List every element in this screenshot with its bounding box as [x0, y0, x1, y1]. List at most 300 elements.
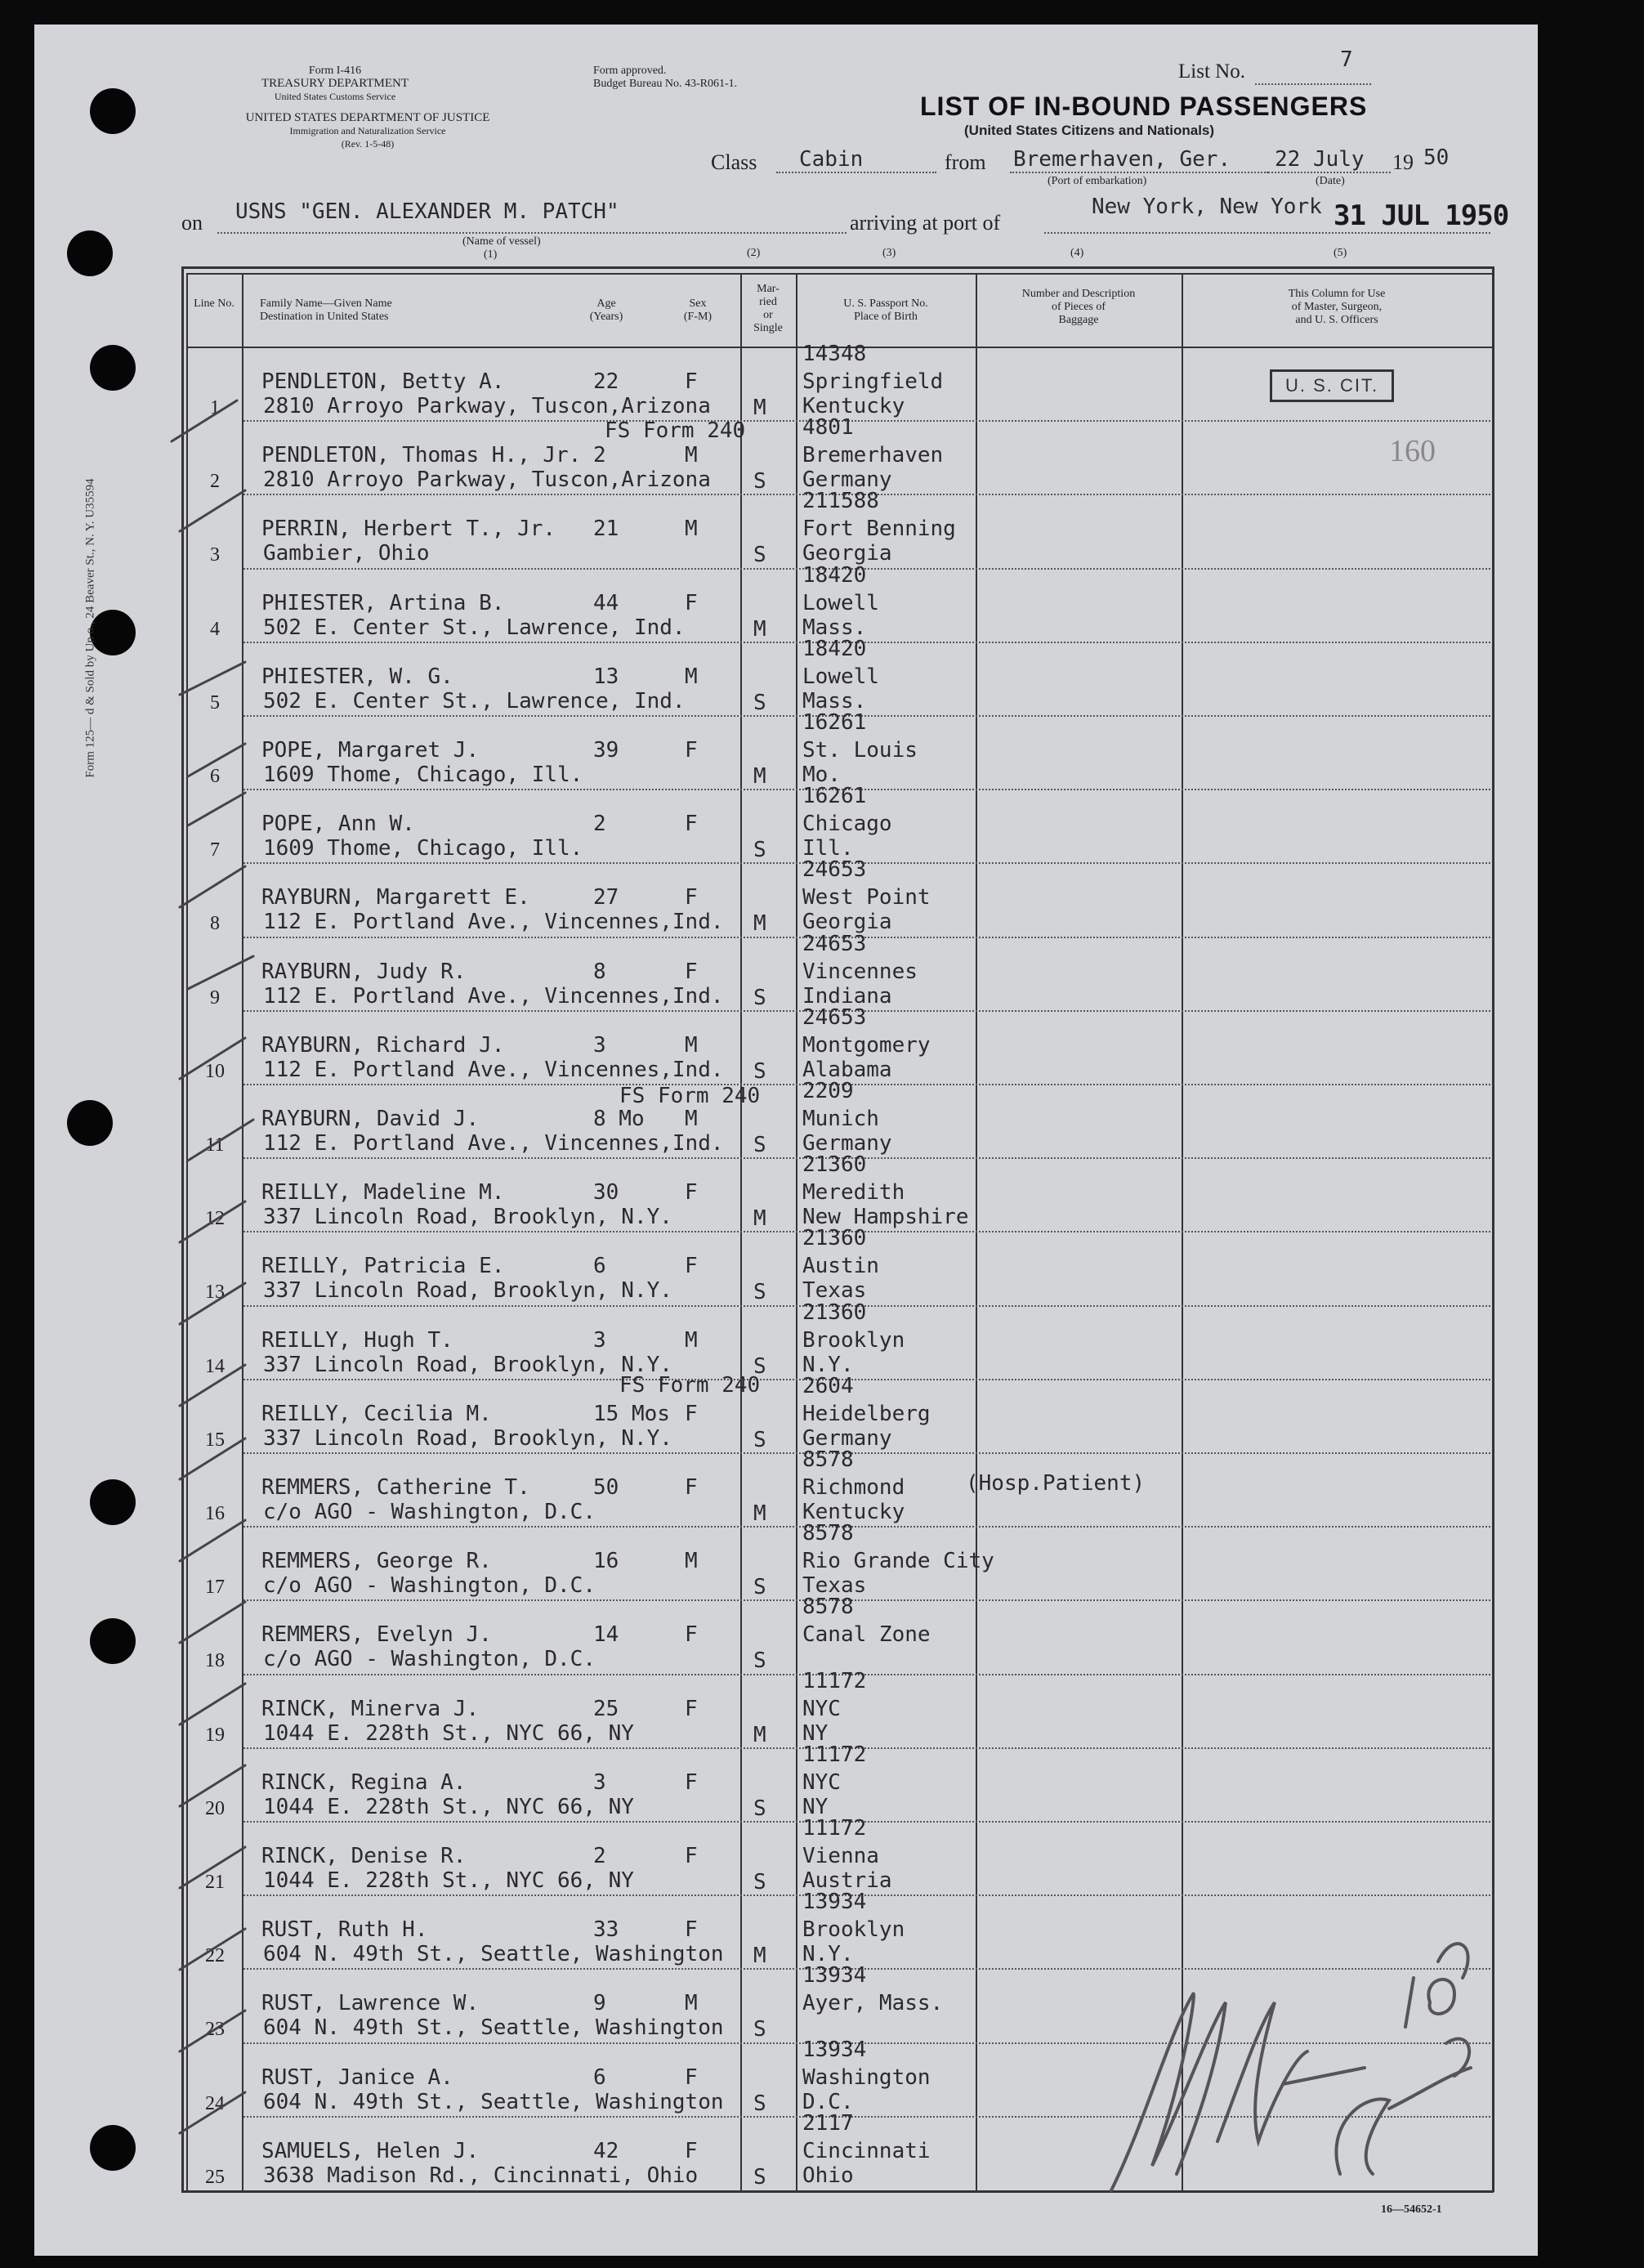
line-number: 2	[210, 471, 220, 493]
birthplace-city: Brooklyn	[802, 1917, 905, 1943]
passenger-sex: F	[685, 812, 698, 837]
birthplace-region: Ill.	[802, 836, 854, 861]
passenger-sex: M	[685, 664, 698, 689]
birthplace-region: N.Y.	[802, 1352, 854, 1377]
passenger-destination: 604 N. 49th St., Seattle, Washington	[263, 1942, 724, 1967]
birthplace-city: Meredith	[802, 1180, 905, 1206]
birthplace-region: Mo.	[802, 763, 841, 787]
birthplace-city: Bremerhaven	[802, 443, 944, 468]
passport-number: 8578	[802, 1521, 854, 1546]
passenger-destination: 337 Lincoln Road, Brooklyn, N.Y.	[263, 1352, 672, 1377]
passenger-age: 2	[593, 1844, 606, 1868]
marital-status: M	[753, 911, 766, 937]
passenger-age: 27	[593, 885, 619, 910]
marital-status: S	[753, 1427, 766, 1452]
birthplace-region: Texas	[802, 1573, 867, 1599]
binder-hole	[90, 1479, 136, 1525]
passenger-sex: F	[685, 959, 698, 984]
passenger-age: 6	[593, 1254, 606, 1279]
class-value: Cabin	[799, 147, 864, 172]
line-number: 4	[210, 618, 220, 640]
binder-hole	[90, 345, 136, 391]
birthplace-city: Rio Grande City	[802, 1549, 994, 1574]
line-number: 12	[205, 1208, 225, 1230]
passport-number: 2209	[802, 1079, 854, 1103]
passport-number: 13934	[802, 2037, 867, 2062]
passenger-destination: 112 E. Portland Ave., Vincennes,Ind.	[263, 983, 724, 1009]
row-divider	[243, 1674, 1490, 1675]
passport-number: 2117	[802, 2110, 854, 2136]
passenger-age: 3	[593, 1327, 606, 1353]
birthplace-region: Kentucky	[802, 1500, 905, 1524]
marital-status: M	[753, 764, 766, 789]
embarkation-date: 22 July	[1275, 147, 1365, 172]
passport-number: 18420	[802, 562, 867, 588]
column-number: (2)	[747, 247, 761, 259]
header-name: Family Name—Given Name	[260, 297, 392, 310]
birthplace-city: Vincennes	[802, 959, 918, 984]
passport-number: 4801	[802, 415, 854, 441]
passenger-age: 14	[593, 1622, 619, 1648]
birthplace-city: Heidelberg	[802, 1401, 931, 1426]
passenger-sex: F	[685, 1696, 698, 1721]
form-number: Form I-416	[308, 65, 362, 77]
passport-number: 8578	[802, 1447, 854, 1472]
line-number: 19	[205, 1724, 225, 1746]
passenger-sex: M	[685, 1327, 698, 1353]
header-officers: This Column for Use	[1288, 288, 1386, 300]
birthplace-city: Chicago	[802, 812, 892, 837]
line-number: 11	[205, 1134, 225, 1156]
passenger-destination: c/o AGO - Washington, D.C.	[263, 1573, 596, 1599]
passenger-name: RAYBURN, Judy R.	[261, 959, 467, 984]
passport-number: 13934	[802, 1890, 867, 1915]
passenger-age: 3	[593, 1032, 606, 1058]
passenger-sex: M	[685, 1549, 698, 1574]
passenger-sex: F	[685, 738, 698, 763]
passenger-name: REILLY, Madeline M.	[261, 1180, 505, 1206]
form-code: 16—54652-1	[1381, 2203, 1442, 2216]
birthplace-region: Kentucky	[802, 394, 905, 418]
count-note: 160	[1389, 434, 1436, 468]
passenger-destination: 337 Lincoln Road, Brooklyn, N.Y.	[263, 1278, 672, 1304]
passenger-name: SAMUELS, Helen J.	[261, 2138, 480, 2163]
birthplace-city: Ayer, Mass.	[802, 1991, 944, 2016]
on-label: on	[181, 211, 203, 235]
header-officers: of Master, Surgeon,	[1291, 301, 1383, 313]
binder-hole	[90, 88, 136, 134]
passenger-sex: F	[685, 1475, 698, 1500]
passenger-age: 39	[593, 738, 619, 763]
arrival-date-stamp: 31 JUL 1950	[1334, 199, 1509, 232]
row-divider	[243, 642, 1490, 643]
line-number: 17	[205, 1577, 225, 1599]
passenger-destination: 502 E. Center St., Lawrence, Ind.	[263, 615, 686, 640]
birthplace-region: Germany	[802, 1131, 892, 1156]
birthplace-city: Vienna	[802, 1844, 879, 1868]
marital-status: S	[753, 543, 766, 568]
row-divider	[243, 937, 1490, 938]
marital-status: S	[753, 690, 766, 715]
birthplace-region: Alabama	[802, 1057, 892, 1082]
line-number: 9	[210, 986, 220, 1009]
marital-status: S	[753, 469, 766, 494]
passenger-name: POPE, Ann W.	[261, 812, 415, 837]
row-divider	[243, 568, 1490, 570]
line-number: 1	[210, 397, 220, 418]
row-divider	[243, 1379, 1490, 1380]
justice-dept: UNITED STATES DEPARTMENT OF JUSTICE	[245, 111, 490, 124]
us-citizen-stamp: U. S. CIT.	[1270, 369, 1394, 402]
passenger-name: RAYBURN, David J.	[261, 1107, 480, 1131]
passenger-destination: 3638 Madison Rd., Cincinnati, Ohio	[263, 2163, 699, 2188]
row-divider	[243, 1526, 1490, 1528]
marital-status: M	[753, 1722, 766, 1747]
row-divider	[243, 420, 1490, 422]
line-number: 22	[205, 1945, 225, 1967]
line-number: 16	[205, 1503, 225, 1524]
row-divider	[243, 1305, 1490, 1307]
passenger-age: 8	[593, 959, 606, 984]
passenger-destination: 337 Lincoln Road, Brooklyn, N.Y.	[263, 1425, 672, 1451]
passenger-sex: M	[685, 1032, 698, 1058]
header-married: ried	[759, 296, 777, 308]
passenger-name: RAYBURN, Margarett E.	[261, 885, 530, 910]
line-number: 20	[205, 1797, 225, 1819]
birthplace-region: Austria	[802, 1868, 892, 1893]
list-no-value: 7	[1340, 47, 1353, 72]
row-divider	[243, 1599, 1490, 1601]
birthplace-region: Germany	[802, 467, 892, 493]
passenger-age: 2	[593, 812, 606, 837]
line-number: 3	[210, 544, 220, 566]
passport-number: 8578	[802, 1595, 854, 1620]
birthplace-region: Georgia	[802, 541, 892, 566]
vessel-caption: (Name of vessel)	[462, 235, 541, 248]
passenger-sex: F	[685, 1769, 698, 1795]
class-label: Class	[711, 150, 757, 174]
column-number: (4)	[1070, 247, 1084, 259]
passenger-sex: F	[685, 1180, 698, 1206]
marital-status: S	[753, 2164, 766, 2190]
passport-number: 24653	[802, 931, 867, 956]
date-caption: (Date)	[1316, 175, 1345, 187]
fs-form-note: FS Form 240	[605, 418, 746, 443]
marital-status: M	[753, 1944, 766, 1969]
passport-number: 13934	[802, 1963, 867, 1988]
marital-status: S	[753, 1870, 766, 1894]
passenger-name: RINCK, Denise R.	[261, 1844, 467, 1868]
passenger-destination: 604 N. 49th St., Seattle, Washington	[263, 2015, 724, 2041]
passport-number: 18420	[802, 636, 867, 661]
passenger-name: REMMERS, Evelyn J.	[261, 1622, 492, 1648]
line-number: 18	[205, 1650, 225, 1672]
line-number: 8	[210, 913, 220, 935]
passenger-age: 44	[593, 590, 619, 615]
passenger-name: PHIESTER, W. G.	[261, 664, 453, 689]
birthplace-city: Brooklyn	[802, 1327, 905, 1353]
line-number: 21	[205, 1872, 225, 1893]
row-divider	[243, 1747, 1490, 1749]
line-number: 14	[205, 1355, 225, 1377]
page-title: LIST OF IN-BOUND PASSENGERS	[920, 92, 1368, 121]
passenger-destination: 1609 Thome, Chicago, Ill.	[263, 836, 583, 861]
line-number: 10	[205, 1060, 225, 1082]
row-divider	[243, 1010, 1490, 1012]
passenger-age: 2	[593, 443, 606, 468]
birthplace-region: Indiana	[802, 983, 892, 1009]
row-divider	[243, 1084, 1490, 1085]
passenger-age: 16	[593, 1549, 619, 1574]
line-number: 23	[205, 2019, 225, 2041]
birthplace-city: Austin	[802, 1254, 879, 1279]
passenger-sex: M	[685, 443, 698, 468]
passenger-destination: 502 E. Center St., Lawrence, Ind.	[263, 688, 686, 714]
marital-status: M	[753, 616, 766, 642]
marital-status: S	[753, 1133, 766, 1157]
passenger-destination: 1044 E. 228th St., NYC 66, NY	[263, 1868, 634, 1893]
row-divider	[243, 715, 1490, 717]
passenger-name: REMMERS, Catherine T.	[261, 1475, 530, 1500]
passenger-name: RUST, Janice A.	[261, 2064, 453, 2090]
passenger-destination: 337 Lincoln Road, Brooklyn, N.Y.	[263, 1205, 672, 1230]
line-number: 13	[205, 1282, 225, 1304]
header-birthplace: Place of Birth	[854, 311, 918, 323]
marital-status: M	[753, 1501, 766, 1526]
passenger-sex: F	[685, 1254, 698, 1279]
passenger-destination: 112 E. Portland Ave., Vincennes,Ind.	[263, 1131, 724, 1156]
header-baggage: Number and Description	[1021, 288, 1136, 300]
passenger-name: PHIESTER, Artina B.	[261, 590, 505, 615]
passenger-name: RUST, Ruth H.	[261, 1917, 428, 1943]
arrival-port: New York, New York	[1092, 195, 1322, 219]
row-divider	[243, 1821, 1490, 1823]
passenger-sex: F	[685, 1622, 698, 1648]
marital-status: S	[753, 1280, 766, 1305]
immigration-service: Immigration and Naturalization Service	[289, 125, 446, 136]
birthplace-region: Ohio	[802, 2163, 854, 2188]
passenger-destination: 112 E. Portland Ave., Vincennes,Ind.	[263, 910, 724, 935]
fs-form-note: FS Form 240	[619, 1373, 761, 1398]
birthplace-city: Canal Zone	[802, 1622, 931, 1648]
birthplace-city: West Point	[802, 885, 931, 910]
passenger-sex: F	[685, 1917, 698, 1943]
passenger-destination: c/o AGO - Washington, D.C.	[263, 1647, 596, 1672]
form-approved: Form approved.	[593, 65, 667, 77]
birthplace-city: Fort Benning	[802, 517, 956, 542]
form-revision: (Rev. 1-5-48)	[341, 138, 395, 150]
binder-hole	[90, 1618, 136, 1664]
birthplace-region: Germany	[802, 1425, 892, 1451]
passenger-age: 42	[593, 2138, 619, 2163]
row-divider	[243, 789, 1490, 790]
passport-number: 11172	[802, 1668, 867, 1693]
list-no-label: List No.	[1178, 60, 1245, 83]
row-divider	[243, 1157, 1490, 1159]
row-divider	[243, 1231, 1490, 1232]
passenger-name: PERRIN, Herbert T., Jr.	[261, 517, 556, 542]
marital-status: S	[753, 985, 766, 1010]
header-baggage: Baggage	[1058, 314, 1099, 326]
passenger-name: POPE, Margaret J.	[261, 738, 480, 763]
birthplace-city: Richmond	[802, 1475, 905, 1500]
birthplace-city: NYC	[802, 1696, 841, 1721]
passenger-age: 25	[593, 1696, 619, 1721]
row-divider	[243, 1894, 1490, 1896]
passenger-age: 13	[593, 664, 619, 689]
line-number: 15	[205, 1429, 225, 1451]
birthplace-region: Mass.	[802, 688, 867, 714]
header-line-no: Line No.	[194, 297, 235, 310]
header-age-years: (Years)	[589, 311, 623, 323]
column-number: (3)	[882, 247, 896, 259]
year-prefix: 19	[1392, 150, 1414, 174]
marital-status: S	[753, 2091, 766, 2116]
marital-status: S	[753, 1796, 766, 1821]
birthplace-region: New Hampshire	[802, 1205, 969, 1230]
passport-number: 14348	[802, 342, 867, 366]
passenger-name: REILLY, Hugh T.	[261, 1327, 453, 1353]
passport-number: 21360	[802, 1300, 867, 1325]
header-destination: Destination in United States	[260, 311, 389, 323]
passport-number: 24653	[802, 1004, 867, 1030]
passenger-name: RAYBURN, Richard J.	[261, 1032, 505, 1058]
fs-form-note: FS Form 240	[619, 1084, 761, 1108]
passenger-name: REILLY, Patricia E.	[261, 1254, 505, 1279]
birthplace-city: Lowell	[802, 664, 879, 689]
passport-number: 24653	[802, 857, 867, 883]
year-value: 50	[1423, 145, 1450, 170]
birthplace-city: Springfield	[802, 369, 944, 394]
budget-bureau: Budget Bureau No. 43-R061-1.	[593, 78, 738, 90]
passenger-sex: F	[685, 2138, 698, 2163]
passport-number: 11172	[802, 1816, 867, 1841]
passport-number: 21360	[802, 1226, 867, 1251]
page-subtitle: (United States Citizens and Nationals)	[964, 123, 1215, 138]
embarkation-caption: (Port of embarkation)	[1048, 175, 1147, 187]
passenger-sex: F	[685, 369, 698, 394]
passport-number: 11172	[802, 1742, 867, 1767]
inspector-signature	[1095, 1929, 1487, 2207]
customs-service: United States Customs Service	[274, 91, 396, 102]
passenger-sex: F	[685, 1401, 698, 1426]
header-married: or	[763, 309, 773, 321]
passport-number: 211588	[802, 489, 879, 514]
passenger-name: REILLY, Cecilia M.	[261, 1401, 492, 1426]
binder-hole	[67, 230, 113, 276]
marital-status: S	[753, 1058, 766, 1084]
birthplace-region: NY	[802, 1794, 829, 1819]
passenger-name: RINCK, Regina A.	[261, 1769, 467, 1795]
birthplace-city: NYC	[802, 1769, 841, 1795]
marital-status: S	[753, 1353, 766, 1379]
birthplace-city: Munich	[802, 1107, 879, 1131]
passenger-sex: M	[685, 517, 698, 542]
passenger-destination: c/o AGO - Washington, D.C.	[263, 1500, 596, 1524]
passenger-sex: F	[685, 590, 698, 615]
marital-status: S	[753, 1575, 766, 1600]
passenger-sex: M	[685, 1991, 698, 2016]
passenger-age: 30	[593, 1180, 619, 1206]
marital-status: M	[753, 1206, 766, 1232]
from-label: from	[945, 150, 986, 174]
passenger-destination: 1044 E. 228th St., NYC 66, NY	[263, 1720, 634, 1746]
header-baggage: of Pieces of	[1051, 301, 1106, 313]
passenger-age: 33	[593, 1917, 619, 1943]
passenger-destination: 1044 E. 228th St., NYC 66, NY	[263, 1794, 634, 1819]
arriving-label: arriving at port of	[850, 211, 1001, 235]
birthplace-city: Cincinnati	[802, 2138, 931, 2163]
line-number: 7	[210, 839, 220, 861]
embarkation-port: Bremerhaven, Ger.	[1013, 147, 1231, 172]
passenger-sex: F	[685, 2064, 698, 2090]
passenger-age: 8 Mo	[593, 1107, 645, 1131]
passport-number: 16261	[802, 710, 867, 735]
birthplace-region: NY	[802, 1720, 829, 1746]
header-age: Age	[596, 297, 616, 310]
birthplace-city: St. Louis	[802, 738, 918, 763]
passport-number: 21360	[802, 1152, 867, 1178]
passenger-age: 50	[593, 1475, 619, 1500]
passenger-sex: F	[685, 885, 698, 910]
row-divider	[243, 862, 1490, 864]
marital-status: S	[753, 1648, 766, 1674]
passenger-name: RINCK, Minerva J.	[261, 1696, 480, 1721]
passenger-age: 22	[593, 369, 619, 394]
birthplace-region: Mass.	[802, 615, 867, 640]
passenger-destination: 2810 Arroyo Parkway, Tuscon,Arizona	[263, 394, 711, 418]
header-married: Mar-	[757, 283, 780, 295]
header-passport: U. S. Passport No.	[843, 297, 928, 310]
passenger-age: 3	[593, 1769, 606, 1795]
birthplace-city: Lowell	[802, 590, 879, 615]
line-number: 24	[205, 2092, 225, 2114]
marital-status: S	[753, 838, 766, 863]
passenger-sex: F	[685, 1844, 698, 1868]
birthplace-region: D.C.	[802, 2089, 854, 2114]
passenger-destination: 604 N. 49th St., Seattle, Washington	[263, 2089, 724, 2114]
vessel-colnum: (1)	[484, 248, 498, 261]
passenger-sex: M	[685, 1107, 698, 1131]
passenger-name: REMMERS, George R.	[261, 1549, 492, 1574]
treasury-dept: TREASURY DEPARTMENT	[261, 77, 409, 90]
passenger-name: PENDLETON, Thomas H., Jr.	[261, 443, 582, 468]
tally-marks	[163, 368, 278, 2199]
line-number: 5	[210, 691, 220, 714]
row-divider	[243, 1452, 1490, 1454]
birthplace-region: Texas	[802, 1278, 867, 1304]
passport-number: 16261	[802, 784, 867, 809]
birthplace-city: Montgomery	[802, 1032, 931, 1058]
passenger-name: RUST, Lawrence W.	[261, 1991, 480, 2016]
column-number: (5)	[1334, 247, 1347, 259]
birthplace-city: Washington	[802, 2064, 931, 2090]
line-number: 25	[205, 2166, 225, 2188]
passenger-destination: 2810 Arroyo Parkway, Tuscon,Arizona	[263, 467, 711, 493]
passenger-age: 9	[593, 1991, 606, 2016]
passport-number: 2604	[802, 1373, 854, 1398]
passenger-destination: 1609 Thome, Chicago, Ill.	[263, 763, 583, 787]
birthplace-region: N.Y.	[802, 1942, 854, 1967]
header-officers: and U. S. Officers	[1295, 314, 1378, 326]
header-married: Single	[753, 322, 783, 334]
passenger-name: PENDLETON, Betty A.	[261, 369, 505, 394]
marital-status: M	[753, 396, 766, 420]
passenger-age: 6	[593, 2064, 606, 2090]
passenger-destination: Gambier, Ohio	[263, 541, 430, 566]
birthplace-region: Georgia	[802, 910, 892, 935]
passenger-age: 15 Mos	[593, 1401, 670, 1426]
